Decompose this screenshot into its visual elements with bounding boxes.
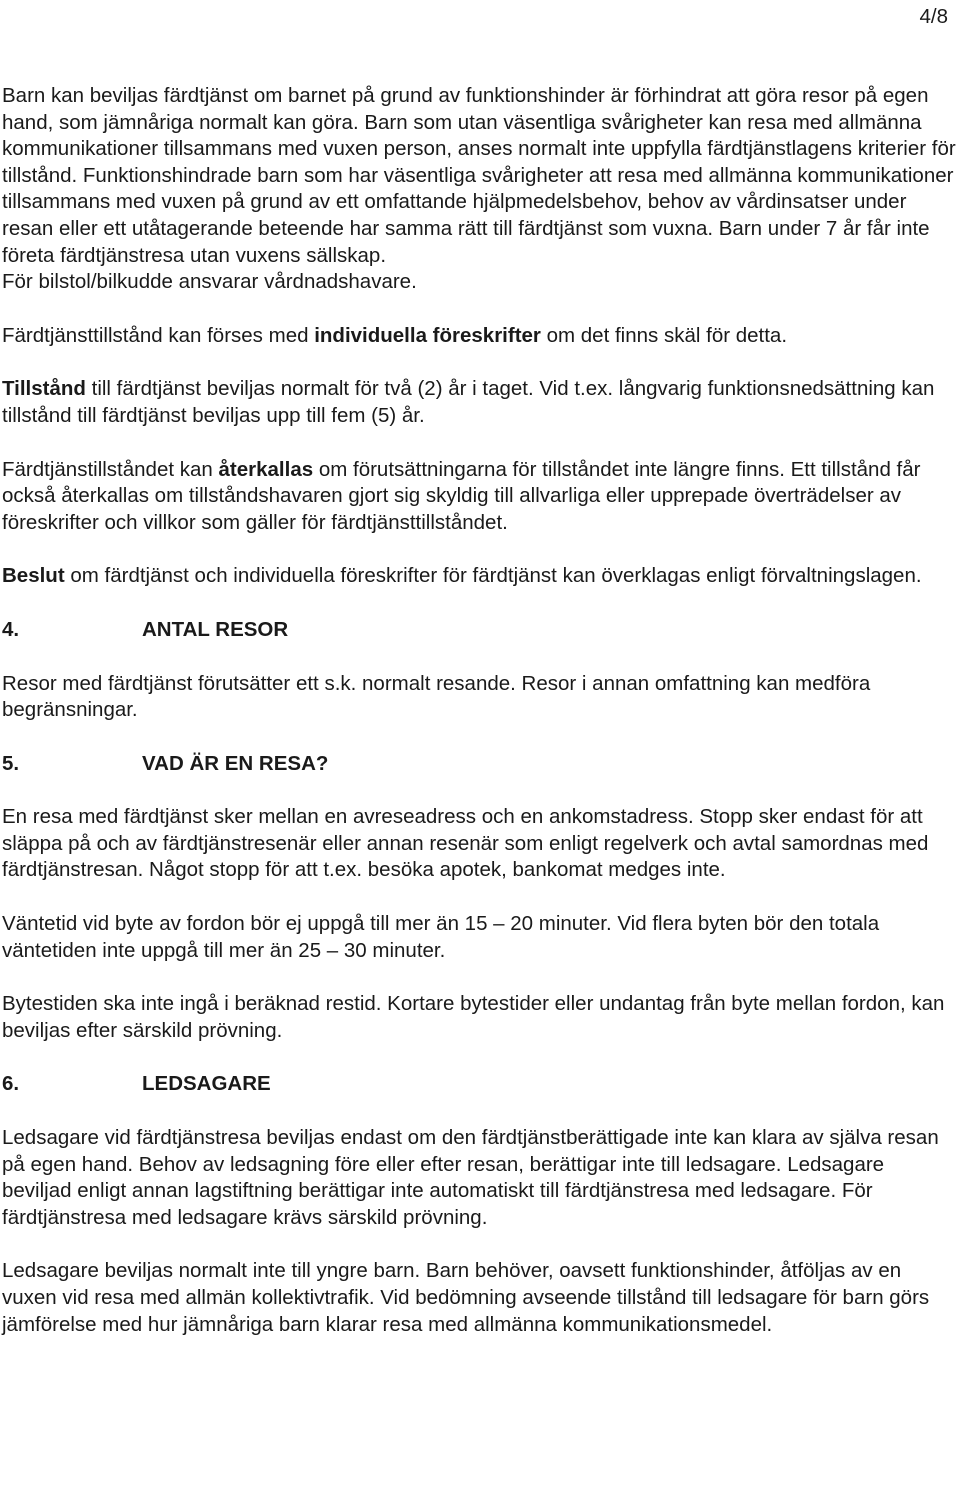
text-after: om det finns skäl för detta. <box>540 323 788 347</box>
section-number: 5. <box>2 751 20 775</box>
bold-term: återkallas <box>218 457 314 481</box>
paragraph-normal-travel: Resor med färdtjänst förutsätter ett s.k. normalt resande. Resor i annan omfattning kan medföra begränsningar. <box>2 671 871 722</box>
paragraph-children-eligibility <box>2 83 956 296</box>
section-number: 6. <box>2 1072 20 1096</box>
section-title: VAD ÄR EN RESA? <box>142 751 329 775</box>
paragraph-text: Barn kan beviljas färdtjänst om barnet på grund av funktionshinder är förhindrat att göra resor på egen hand, som jämnåriga normalt kan göra. Barn som utan väsentliga svårigheter kan resa med allmänna kommunikationer tillsammans med vuxen person, anses normalt inte uppfylla färdtjänstlagens kriterier för tillstånd. Funktionshindrade barn som har väsentliga svårigheter att resa med allmänna kommunikationer tillsammans med vuxen på grund av ett omfattande hjälpmedelsbehov, behov av vårdinsatser under resan eller ett utåtagerande beteende har samma rätt till färdtjänst som vuxna. Barn under 7 år får inte företa färdtjänstresa utan vuxens sällskap. <box>2 84 956 267</box>
paragraph-trip-definition: En resa med färdtjänst sker mellan en avreseadress och en ankomstadress. Stopp sker endast för att släppa på och av färdtjänstresenär eller annan resenär som enligt regelverk och avtal samordnas med färdtjänstresan. Något stopp för att t.ex. besöka apotek, bankomat medges inte. <box>2 805 929 882</box>
paragraph-escort-eligibility: Ledsagare vid färdtjänstresa beviljas endast om den färdtjänstberättigade inte kan klara av själva resan på egen hand. Behov av ledsagning före eller efter resan, berättigar inte till ledsagare. Ledsagare beviljad enligt annan lagstiftning berättigar inte automatiskt till färdtjänstresa med ledsagare. För färdtjänstresa med ledsagare krävs särskild prövning. <box>2 1126 939 1229</box>
paragraph-appeal <box>2 563 956 590</box>
paragraph-text-car-seat: För bilstol/bilkudde ansvarar vårdnadshavare. <box>2 270 417 294</box>
page-number: 4/8 <box>919 5 948 28</box>
section-title: ANTAL RESOR <box>142 617 289 641</box>
paragraph-permit-duration <box>2 376 956 429</box>
text-before: Färdtjänstillståndet kan <box>2 457 219 481</box>
section-heading-escort <box>2 1071 956 1098</box>
paragraph-waiting-time: Väntetid vid byte av fordon bör ej uppgå till mer än 15 – 20 minuter. Vid flera byten bör den totala väntetiden inte uppgå till mer än 25 – 30 minuter. <box>2 912 880 962</box>
paragraph-revocation <box>2 457 956 537</box>
paragraph-transfer-time: Bytestiden ska inte ingå i beräknad restid. Kortare bytestider eller undantag från byte mellan fordon, kan beviljas efter särskild prövning. <box>2 992 945 1042</box>
section-heading-what-is-a-trip <box>2 751 956 778</box>
section-title: LEDSAGARE <box>142 1072 271 1096</box>
section-number: 4. <box>2 617 20 641</box>
paragraph-escort-children: Ledsagare beviljas normalt inte till yngre barn. Barn behöver, oavsett funktionshinder, åtföljas av en vuxen vid resa med allmän kollektivtrafik. Vid bedömning avseende tillstånd till ledsagare för barn görs jämförelse med hur jämnåriga barn klarar resa med allmänna kommunikationsmedel. <box>2 1259 930 1336</box>
bold-term: individuella föreskrifter <box>314 323 541 347</box>
bold-term: Beslut <box>2 564 65 588</box>
text-after: till färdtjänst beviljas normalt för två (2) år i taget. Vid t.ex. långvarig funktionsnedsättning kan tillstånd till färdtjänst beviljas upp till fem (5) år. <box>2 377 935 427</box>
text-after: om förutsättningarna för tillståndet inte längre finns. Ett tillstånd får också återkallas om tillståndshavaren gjort sig skyldig till allvarliga eller upprepade överträdelser av föreskrifter och villkor som gäller för färdtjänsttillståndet. <box>2 457 921 534</box>
section-heading-number-of-trips <box>2 617 956 644</box>
text-after: om färdtjänst och individuella föreskrifter för färdtjänst kan överklagas enligt förvaltningslagen. <box>64 564 922 588</box>
document-body <box>2 83 956 1365</box>
text-before: Färdtjänsttillstånd kan förses med <box>2 323 315 347</box>
bold-term: Tillstånd <box>2 377 86 401</box>
paragraph-individual-regulations <box>2 323 956 350</box>
